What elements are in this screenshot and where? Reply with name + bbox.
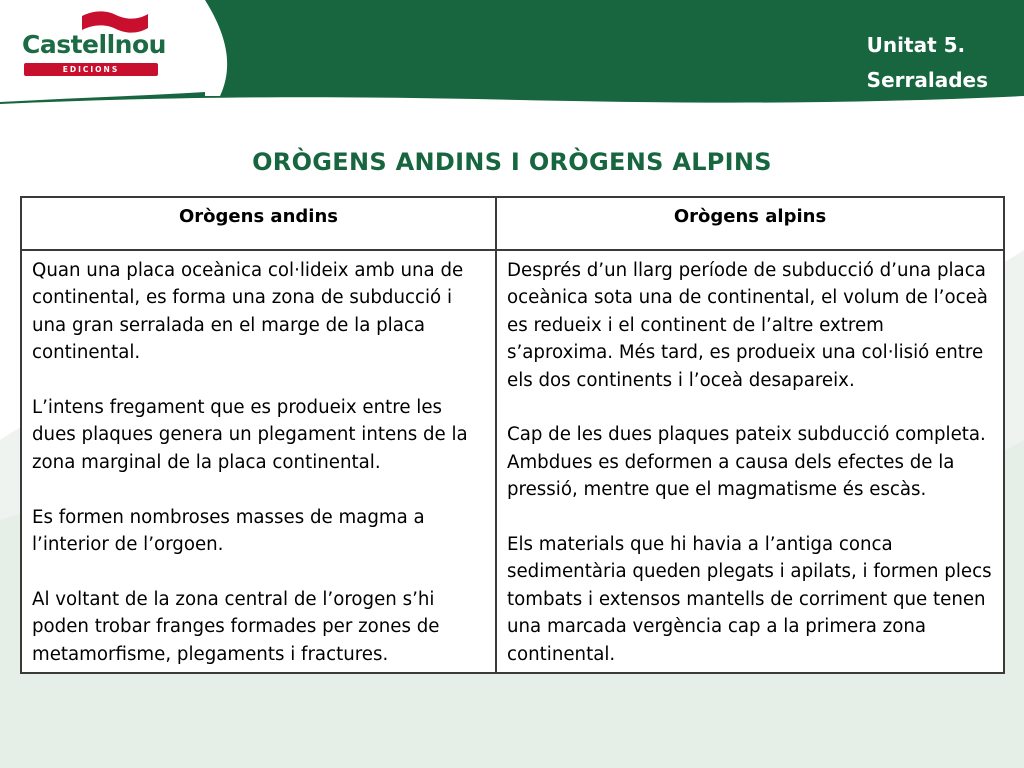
table-row <box>21 250 1004 673</box>
table-header-row <box>21 197 1004 250</box>
alpins-paragraph: Després d’un llarg període de subducció d’una placa oceànica sota una de continental, el volum de l’oceà es redueix i el continent de l’altre extrem s’aproxima. Més tard, es produeix una col·lisió entre els dos continents i l’oceà desapareix. <box>507 260 988 391</box>
andins-paragraph: L’intens fregament que es produeix entre les dues plaques genera un plegament intens de la zona marginal de la placa continental. <box>32 397 468 473</box>
column-header-andins: Orògens andins <box>21 197 496 250</box>
andins-paragraph: Quan una placa oceànica col·lideix amb una de continental, es forma una zona de subducció i una gran serralada en el marge de la placa continental. <box>32 260 464 364</box>
andins-paragraph: Al voltant de la zona central de l’orogen s’hi poden trobar franges formades per zones de metamorfisme, plegaments i fractures. <box>32 588 440 665</box>
alpins-paragraph: Cap de les dues plaques pateix subducció completa. Ambdues es deformen a causa dels efectes de la pressió, mentre que el magmatisme és escàs. <box>507 424 986 501</box>
andins-paragraph: Es formen nombroses masses de magma a l’interior de l’orgoen. <box>32 506 425 556</box>
logo-subtitle: EDICIONS <box>62 65 120 74</box>
logo-wordmark: Castellnou <box>22 30 166 59</box>
unit-number: Unitat 5. <box>866 33 966 57</box>
unit-topic: Serralades <box>866 68 988 92</box>
andins-cell <box>21 250 496 673</box>
logo-subtitle-bar <box>24 63 158 76</box>
page-title: ORÒGENS ANDINS I ORÒGENS ALPINS <box>252 148 772 176</box>
column-header-alpins: Orògens alpins <box>496 197 1004 250</box>
alpins-paragraph: Els materials que hi havia a l’antiga conca sedimentària queden plegats i apilats, i formen plecs tombats i extensos mantells de corriment que tenen una marcada vergència cap a la primera zona continental. <box>507 534 992 665</box>
unit-label <box>867 28 988 98</box>
alpins-cell <box>496 250 1004 673</box>
comparison-table <box>20 196 1005 674</box>
castellnou-logo <box>22 8 166 80</box>
